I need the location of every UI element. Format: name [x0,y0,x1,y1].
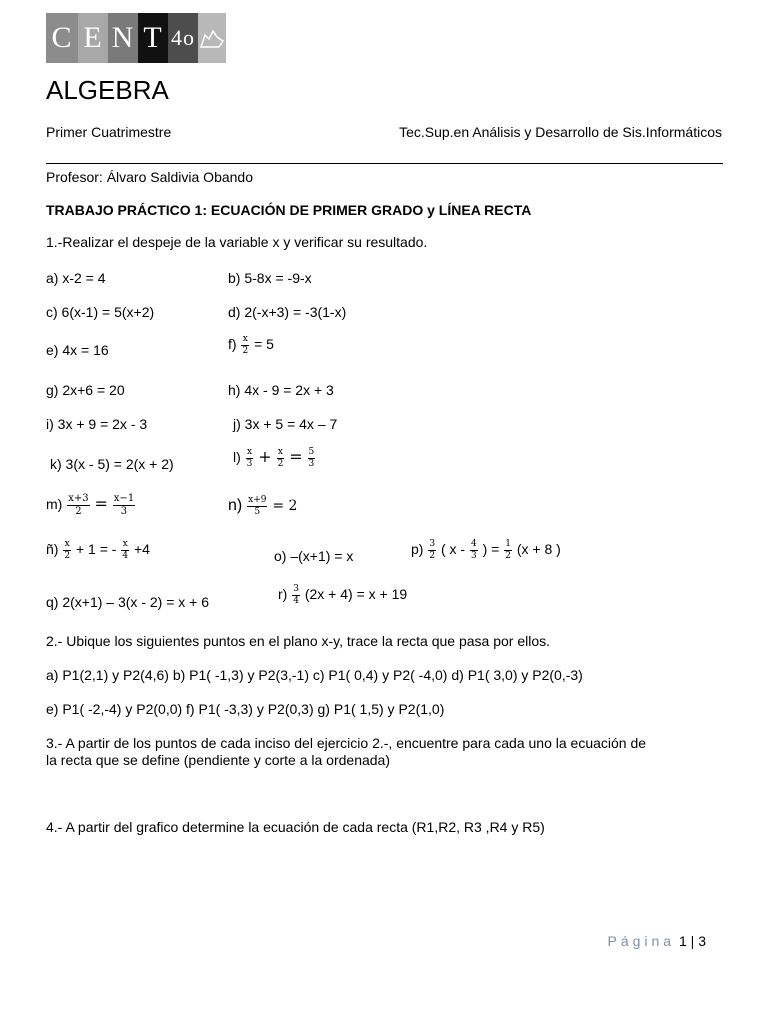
eq-g: g) 2x+6 = 20 [46,382,125,398]
fraction: $\frac{x}{2}$ [277,446,284,469]
eq-k: k) 3(x - 5) = 2(x + 2) [50,456,174,472]
logo-letter: C [46,13,78,63]
fraction: $\frac{x}{4}$ [122,539,129,561]
eq-f [228,335,274,356]
page-word: Página [607,933,676,949]
eq-n: n) $\frac{x+9}{5}$ = 2 [228,495,298,517]
page-number [608,933,707,949]
page-total: 3 [698,933,706,949]
eq-h: h) 4x - 9 = 2x + 3 [228,382,334,398]
eq-enye: ñ) $\frac{x}{2}$ + 1 = - $\frac{x}{4}$ +4 [46,539,150,561]
page-separator: | [690,933,695,949]
exercise3-prompt-line: 3.- A partir de los puntos de cada inciso del ejercicio 2.-, encuentre para cada uno la ecuación de [46,735,647,751]
term-label: Primer Cuatrimestre [46,124,172,140]
header-divider [46,163,723,164]
page-current: 1 [678,933,687,949]
eq-l: l) $\frac{x}{3}$ + $\frac{x}{2}$ = $\frac{5}{3}$ [233,446,315,469]
fraction: $\frac{x}{3}$ [246,446,253,469]
fraction: $\frac{4}{3}$ [470,539,477,561]
eq-o: o) –(x+1) = x [274,548,354,564]
eq-f-rest: = 5 [254,336,274,353]
fraction: $\frac{x+9}{5}$ [248,495,267,517]
map-icon [198,13,226,63]
fraction: $\frac{5}{3}$ [308,446,315,469]
fraction: $\frac{x+3}{2}$ [68,493,89,517]
eq-c: c) 6(x-1) = 5(x+2) [46,304,155,320]
eq-e: e) 4x = 16 [46,342,109,358]
logo-letter: T [138,13,168,63]
logo-letter: 4o [168,13,198,63]
fraction: $\frac{x}{2}$ [242,334,249,356]
eq-q: q) 2(x+1) – 3(x - 2) = x + 6 [46,594,210,610]
eq-p: p) $\frac{3}{2}$ ( x - $\frac{4}{3}$ ) = $\frac{1}{2}$ (x + 8 ) [411,539,561,561]
professor-label: Profesor: Álvaro Saldivia Obando [46,169,253,185]
eq-m: m) $\frac{x+3}{2}$ = $\frac{x-1}{3}$ [46,493,135,517]
exercise1-prompt: 1.-Realizar el despeje de la variable x y verificar su resultado. [46,234,428,250]
exercise4-prompt: 4.- A partir del grafico determine la ecuación de cada recta (R1,R2, R3 ,R4 y R5) [46,819,545,835]
eq-a: a) x-2 = 4 [46,270,106,286]
logo-letter: E [78,13,108,63]
fraction: $\frac{3}{4}$ [293,584,299,606]
eq-b: b) 5-8x = -9-x [228,270,312,286]
eq-d: d) 2(-x+3) = -3(1-x) [228,304,347,320]
eq-f-label: f) [228,336,237,353]
fraction: $\frac{x}{2}$ [64,539,71,561]
logo-letter: N [108,13,138,63]
eq-r: r) $\frac{3}{4}$ (2x + 4) = x + 19 [278,584,408,606]
eq-j: j) 3x + 5 = 4x – 7 [233,416,338,432]
page-title: ALGEBRA [46,75,169,105]
practice-title: TRABAJO PRÁCTICO 1: ECUACIÓN DE PRIMER GRADO y LÍNEA RECTA [46,202,532,218]
cent40-logo [46,13,226,63]
fraction: $\frac{x-1}{3}$ [113,493,135,517]
exercise2-prompt: 2.- Ubique los siguientes puntos en el plano x-y, trace la recta que pasa por ellos. [46,633,551,649]
exercise2-points-row: e) P1( -2,-4) y P2(0,0) f) P1( -3,3) y P2(0,3) g) P1( 1,5) y P2(1,0) [46,701,445,717]
eq-i: i) 3x + 9 = 2x - 3 [46,416,148,432]
fraction: $\frac{3}{2}$ [429,539,436,561]
exercise2-points-row: a) P1(2,1) y P2(4,6) b) P1( -1,3) y P2(3,-1) c) P1( 0,4) y P2( -4,0) d) P1( 3,0) y P2(0,-3) [46,667,583,683]
exercise3-prompt-line: la recta que se define (pendiente y corte a la ordenada) [46,752,391,768]
program-label: Tec.Sup.en Análisis y Desarrollo de Sis.Informáticos [399,124,722,140]
fraction: $\frac{1}{2}$ [505,539,511,561]
